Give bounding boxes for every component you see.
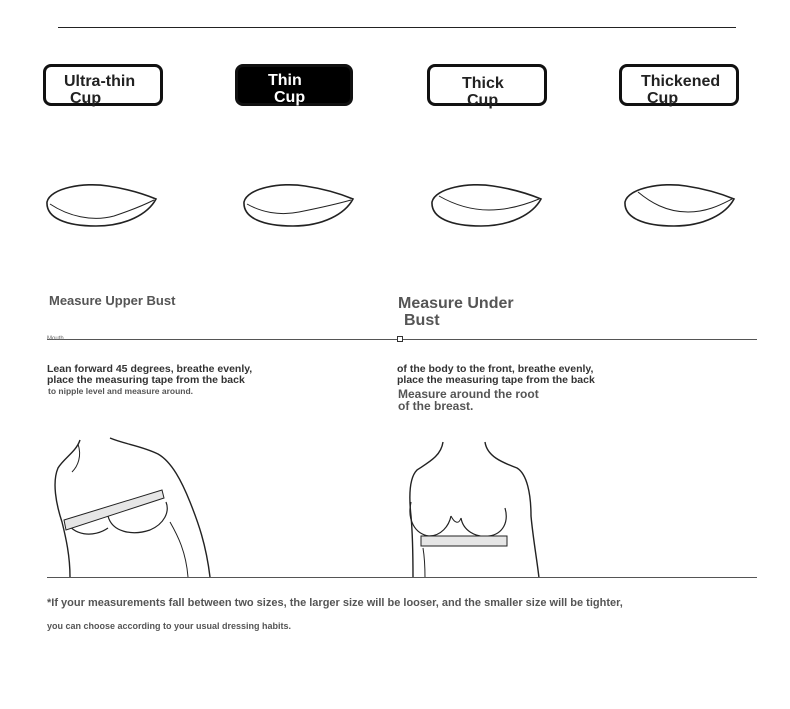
bottom-divider — [47, 577, 757, 578]
cup-option-label: Ultra-thin — [64, 73, 136, 90]
cup-option-thin[interactable] — [235, 64, 353, 106]
mouth-label: Mouth — [47, 336, 64, 342]
upper-bust-title: Measure Upper Bust — [49, 293, 176, 308]
under-bust-instruction-4: of the breast. — [398, 399, 474, 413]
cup-option-label: Thin — [268, 72, 302, 89]
thick-cup-illustration — [429, 182, 543, 230]
cup-option-label: Thick — [462, 75, 504, 92]
cup-option-thickened[interactable] — [619, 64, 739, 106]
cup-option-label: Cup — [70, 90, 102, 107]
cup-option-ultra-thin[interactable] — [43, 64, 163, 106]
upper-bust-instruction-3: to nipple level and measure around. — [48, 386, 194, 396]
divider-marker — [397, 336, 403, 342]
cup-option-label: Thickened — [641, 73, 721, 90]
thickened-cup-illustration — [622, 182, 736, 230]
ultra-thin-cup-illustration — [44, 182, 158, 230]
size-footnote-line1: *If your measurements fall between two sizes, the larger size will be looser, and the smaller size will be tighter, — [47, 597, 623, 609]
upper-bust-instruction-1: Lean forward 45 degrees, breathe evenly, — [47, 363, 253, 375]
cup-option-thick[interactable] — [427, 64, 547, 109]
under-bust-instruction-3: Measure around the root — [398, 387, 539, 401]
top-divider — [58, 27, 736, 28]
thin-cup-illustration — [241, 182, 355, 230]
under-bust-instruction-2: place the measuring tape from the back — [397, 374, 595, 386]
cup-option-label: Cup — [274, 89, 306, 106]
under-bust-title-line2: Bust — [404, 312, 440, 329]
under-bust-instruction-1: of the body to the front, breathe evenly, — [397, 363, 594, 375]
cup-option-label: Cup — [467, 92, 499, 109]
under-bust-title-line1: Measure Under — [398, 295, 514, 312]
cup-option-label: Cup — [647, 90, 679, 107]
upper-bust-instruction-2: place the measuring tape from the back — [47, 374, 245, 386]
under-bust-figure — [405, 438, 545, 578]
upper-bust-figure — [50, 432, 220, 578]
size-footnote-line2: you can choose according to your usual dressing habits. — [47, 621, 292, 631]
